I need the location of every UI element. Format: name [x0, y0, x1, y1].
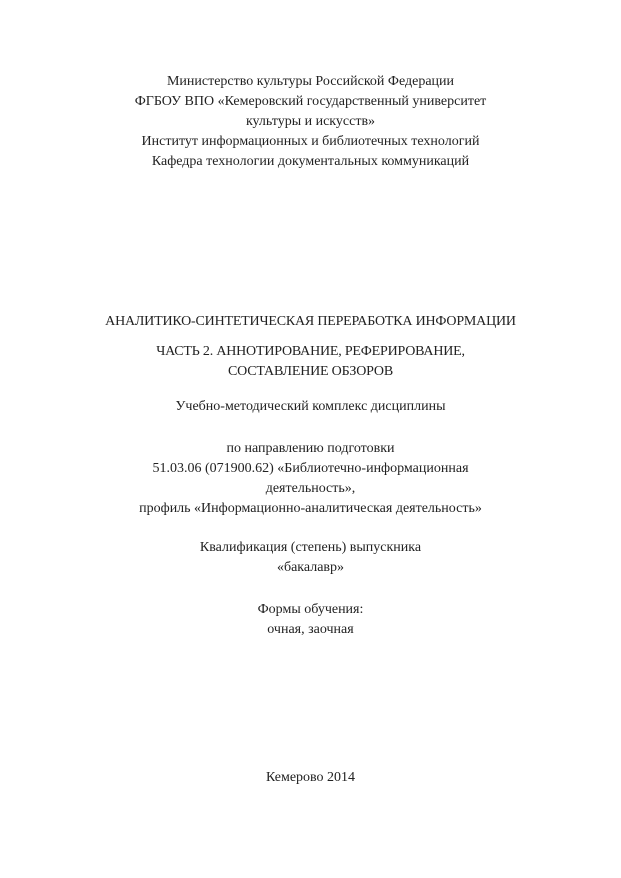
part-title — [0, 342, 621, 382]
university-name-line2: культуры и искусств» — [245, 114, 376, 129]
city-year: Кемерово 2014 — [265, 770, 356, 785]
department-name: Кафедра технологии документальных коммуникаций — [151, 154, 470, 169]
direction-line3: деятельность», — [265, 481, 356, 496]
direction-line4: профиль «Информационно-аналитическая деятельность» — [139, 501, 482, 516]
footer — [0, 768, 621, 788]
study-forms-value: очная, заочная — [267, 622, 354, 637]
publisher-header — [0, 72, 621, 172]
study-forms-label: Формы обучения: — [257, 602, 364, 617]
qualification-label: Квалификация (степень) выпускника — [199, 540, 422, 555]
part-title-line1: ЧАСТЬ 2. АННОТИРОВАНИЕ, РЕФЕРИРОВАНИЕ, — [156, 344, 465, 359]
study-forms — [0, 600, 621, 640]
document-subtitle — [0, 397, 621, 417]
subtitle-text: Учебно-методический комплекс дисциплины — [175, 399, 446, 414]
qualification-value: «бакалавр» — [276, 560, 345, 575]
part-title-line2: СОСТАВЛЕНИЕ ОБЗОРОВ — [228, 364, 393, 379]
qualification — [0, 538, 621, 578]
study-direction — [0, 439, 621, 519]
ministry-name: Министерство культуры Российской Федерации — [166, 74, 455, 89]
direction-line2: 51.03.06 (071900.62) «Библиотечно-информационная — [152, 461, 469, 476]
direction-line1: по направлению подготовки — [226, 441, 395, 456]
document-title — [0, 312, 621, 332]
main-title: АНАЛИТИКО-СИНТЕТИЧЕСКАЯ ПЕРЕРАБОТКА ИНФОРМАЦИИ — [105, 314, 516, 329]
university-name-line1: ФГБОУ ВПО «Кемеровский государственный университет — [134, 94, 487, 109]
institute-name: Институт информационных и библиотечных технологий — [141, 134, 480, 149]
